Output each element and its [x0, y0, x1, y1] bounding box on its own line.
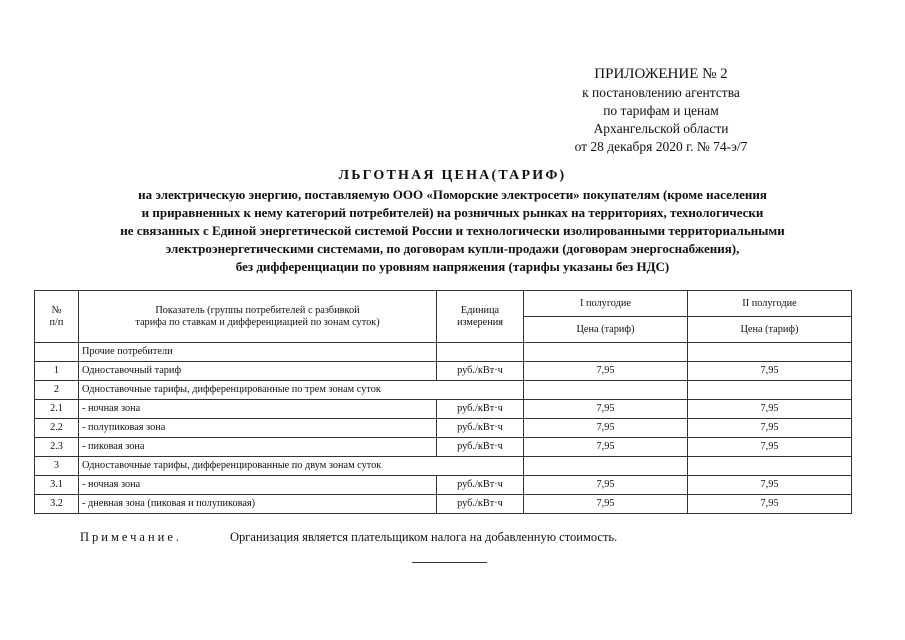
row-value-2 [688, 457, 852, 476]
row-name: - ночная зона [79, 400, 437, 419]
note-label: Примечание. [80, 530, 183, 544]
row-value-1: 7,95 [524, 362, 688, 381]
row-num: 3.1 [35, 476, 79, 495]
header-indicator: Показатель (группы потребителей с разбивкой тарифа по ставкам и дифференциацией по зонам суток) [79, 291, 437, 343]
table-row [35, 476, 852, 495]
row-value-2 [688, 343, 852, 362]
row-num: 3.2 [35, 495, 79, 514]
table-group-row [35, 457, 852, 476]
row-value-1: 7,95 [524, 476, 688, 495]
row-name: Одноставочные тарифы, дифференцированные по двум зонам суток [79, 457, 524, 476]
appendix-line: Архангельской области [593, 121, 729, 136]
subtitle-line: без дифференциации по уровням напряжения (тарифы указаны без НДС) [235, 259, 670, 274]
row-num: 1 [35, 362, 79, 381]
row-value-2: 7,95 [688, 495, 852, 514]
header-num: № п/п [35, 291, 79, 343]
row-num: 3 [35, 457, 79, 476]
document-subtitle [0, 186, 905, 276]
document-title: ЛЬГОТНАЯ ЦЕНА(ТАРИФ) [338, 168, 567, 183]
appendix-title: ПРИЛОЖЕНИЕ № 2 [594, 66, 728, 82]
appendix-block [540, 64, 782, 156]
row-name: Прочие потребители [79, 343, 437, 362]
subtitle-line: и приравненных к нему категорий потребителей) на розничных рынках на территориях, технологически [141, 205, 764, 220]
table-row [35, 400, 852, 419]
table-row [35, 438, 852, 457]
row-value-1: 7,95 [524, 419, 688, 438]
table-row [35, 419, 852, 438]
row-name: - ночная зона [79, 476, 437, 495]
row-unit: руб./кВт·ч [437, 438, 524, 457]
subtitle-line: не связанных с Единой энергетической системой России и технологически изолированными территориальными [120, 223, 785, 238]
row-unit: руб./кВт·ч [437, 400, 524, 419]
row-value-1 [524, 457, 688, 476]
row-name: - пиковая зона [79, 438, 437, 457]
row-name: Одноставочный тариф [79, 362, 437, 381]
row-num: 2.3 [35, 438, 79, 457]
row-value-1 [524, 343, 688, 362]
row-value-1: 7,95 [524, 400, 688, 419]
row-name: - полупиковая зона [79, 419, 437, 438]
appendix-line: от 28 декабря 2020 г. № 74-э/7 [574, 139, 748, 154]
row-value-2: 7,95 [688, 476, 852, 495]
row-name: Одноставочные тарифы, дифференцированные по трем зонам суток [79, 381, 524, 400]
row-value-2: 7,95 [688, 438, 852, 457]
table-row [35, 362, 852, 381]
row-value-1: 7,95 [524, 438, 688, 457]
row-value-2: 7,95 [688, 419, 852, 438]
row-unit: руб./кВт·ч [437, 495, 524, 514]
table-group-row [35, 381, 852, 400]
table-row [35, 495, 852, 514]
appendix-line: к постановлению агентства [582, 85, 740, 100]
row-unit: руб./кВт·ч [437, 419, 524, 438]
row-num [35, 343, 79, 362]
note [80, 530, 618, 545]
row-value-1 [524, 381, 688, 400]
header-half-1: I полугодие [524, 291, 688, 317]
row-value-2: 7,95 [688, 362, 852, 381]
subtitle-line: на электрическую энергию, поставляемую ООО «Поморские электросети» покупателям (кроме населения [138, 187, 767, 202]
row-num: 2.2 [35, 419, 79, 438]
subtitle-line: электроэнергетическими системами, по договорам купли-продажи (договорам энергоснабжения), [165, 241, 740, 256]
header-price-1: Цена (тариф) [524, 317, 688, 343]
row-value-1: 7,95 [524, 495, 688, 514]
row-unit [437, 343, 524, 362]
tariff-table [34, 290, 852, 514]
note-text: Организация является плательщиком налога на добавленную стоимость. [230, 530, 618, 544]
header-price-2: Цена (тариф) [688, 317, 852, 343]
appendix-line: по тарифам и ценам [603, 103, 719, 118]
row-num: 2.1 [35, 400, 79, 419]
divider [412, 562, 487, 563]
row-value-2 [688, 381, 852, 400]
table-row [35, 343, 852, 362]
row-unit: руб./кВт·ч [437, 362, 524, 381]
row-name: - дневная зона (пиковая и полупиковая) [79, 495, 437, 514]
row-unit: руб./кВт·ч [437, 476, 524, 495]
header-unit: Единица измерения [437, 291, 524, 343]
row-num: 2 [35, 381, 79, 400]
header-half-2: II полугодие [688, 291, 852, 317]
row-value-2: 7,95 [688, 400, 852, 419]
